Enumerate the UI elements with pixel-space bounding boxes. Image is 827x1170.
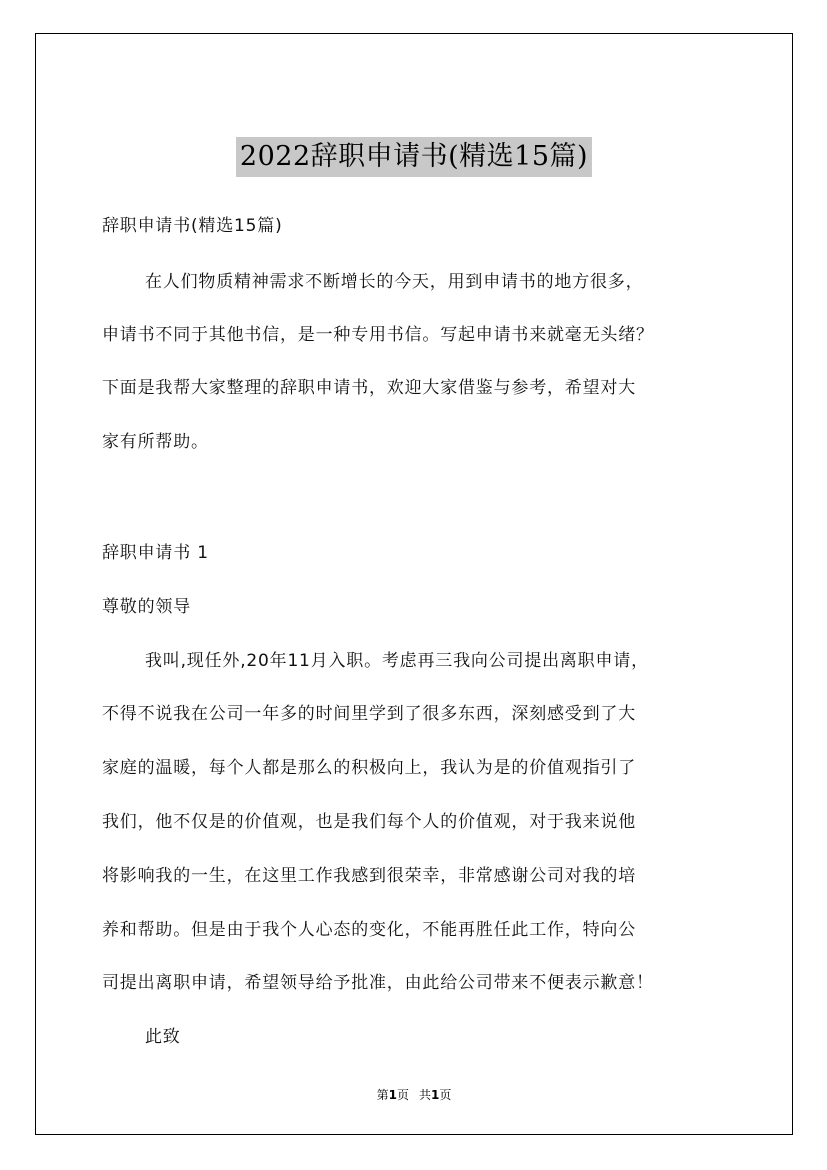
body-line: 我们，他不仅是的价值观，也是我们每个人的价值观，对于我来说他 [102,812,636,832]
title-container [36,137,792,177]
document-title: 2022辞职申请书(精选15篇) [236,137,592,177]
intro-line: 申请书不同于其他书信，是一种专用书信。写起申请书来就毫无头绪？ [102,325,654,345]
body-line: 司提出离职申请，希望领导给予批准，由此给公司带来不便表示歉意！ [102,973,654,993]
page-suffix: 页 [396,1088,409,1102]
section-heading: 辞职申请书 1 [102,543,209,563]
salutation: 尊敬的领导 [102,597,191,617]
body-line: 将影响我的一生，在这里工作我感到很荣幸，非常感谢公司对我的培 [102,866,636,886]
document-page [35,33,793,1135]
total-suffix: 页 [439,1088,452,1102]
total-prefix: 共 [419,1088,432,1102]
page-footer [36,1086,792,1103]
body-line: 家庭的温暖，每个人都是那么的积极向上，我认为是的价值观指引了 [102,758,636,778]
total-pages: 1 [431,1088,440,1102]
body-line: 养和帮助。但是由于我个人心态的变化，不能再胜任此工作，特向公 [102,920,636,940]
body-line: 我叫,现任外,20年11月入职。考虑再三我向公司提出离职申请， [145,651,649,671]
closing: 此致 [145,1027,181,1047]
body-line: 不得不说我在公司一年多的时间里学到了很多东西，深刻感受到了大 [102,704,636,724]
subtitle: 辞职申请书(精选15篇) [102,216,283,236]
page-number: 1 [388,1088,397,1102]
intro-line: 家有所帮助。 [102,432,209,452]
page-prefix: 第 [376,1088,389,1102]
intro-line: 在人们物质精神需求不断增长的今天，用到申请书的地方很多， [145,272,644,292]
intro-line: 下面是我帮大家整理的辞职申请书，欢迎大家借鉴与参考，希望对大 [102,378,636,398]
